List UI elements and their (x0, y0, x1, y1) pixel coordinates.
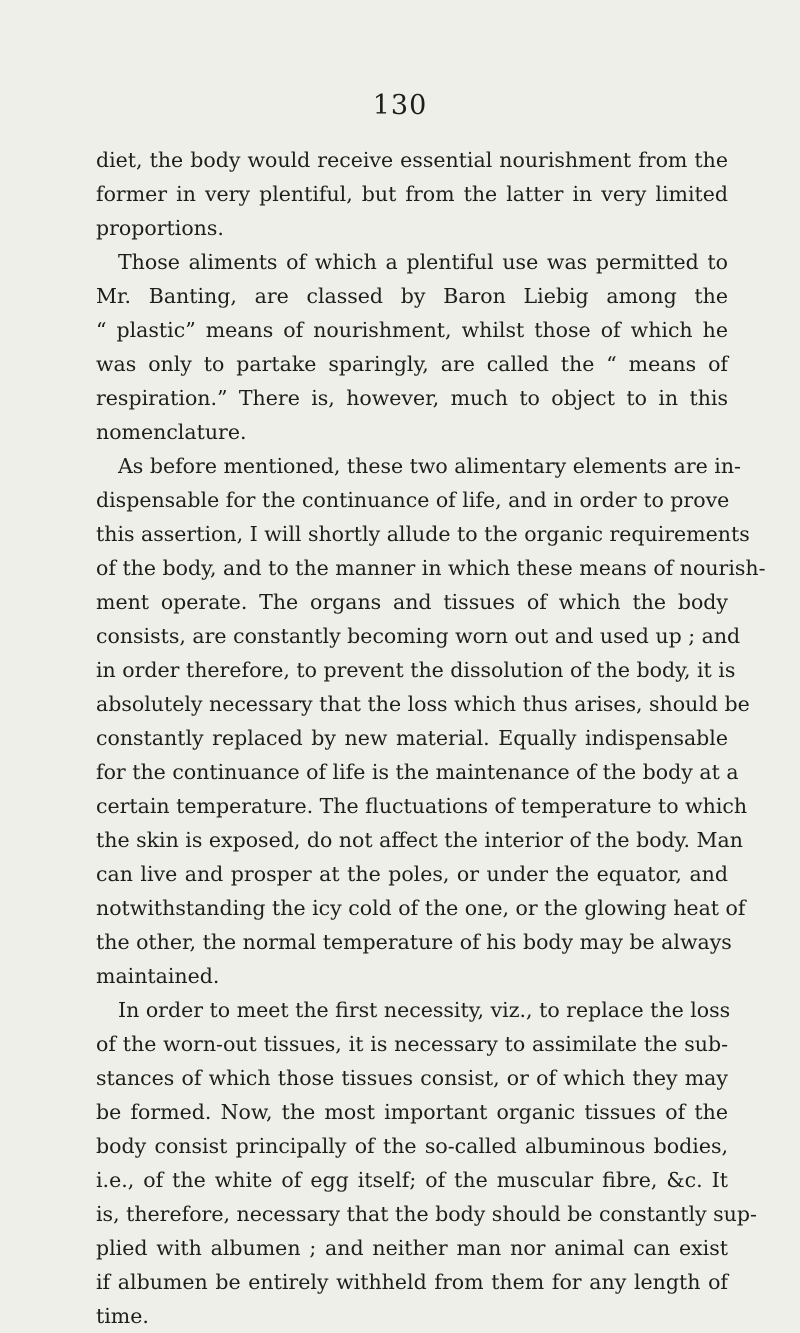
text-line: “ plastic” means of nourishment, whilst those of which he (96, 318, 728, 342)
text-line: the skin is exposed, do not affect the interior of the body. Man (96, 828, 743, 852)
text-line: this assertion, I will shortly allude to the organic requirements (96, 522, 750, 546)
text-line: diet, the body would receive essential nourishment from the (96, 148, 728, 172)
page-number: 130 (372, 90, 428, 121)
text-line: constantly replaced by new material. Equally indispensable (96, 726, 728, 750)
text-line: absolutely necessary that the loss which thus arises, should be (96, 692, 750, 716)
text-line: time. (96, 1304, 149, 1328)
text-line: was only to partake sparingly, are called the “ means of (96, 352, 728, 376)
text-line: certain temperature. The fluctuations of temperature to which (96, 794, 748, 818)
text-line: if albumen be entirely withheld from them for any length of (96, 1270, 728, 1294)
text-line: proportions. (96, 216, 224, 240)
text-line: ment operate. The organs and tissues of which the body (96, 590, 728, 614)
text-line: maintained. (96, 964, 220, 988)
text-line: former in very plentiful, but from the latter in very limited (96, 182, 728, 206)
text-line: consists, are constantly becoming worn out and used up ; and (96, 624, 741, 648)
text-line: plied with albumen ; and neither man nor animal can exist (96, 1236, 728, 1260)
text-line: i.e., of the white of egg itself; of the muscular fibre, &c. It (96, 1168, 728, 1192)
text-line: of the worn-out tissues, it is necessary to assimilate the sub- (96, 1032, 728, 1056)
text-line: dispensable for the continuance of life, and in order to prove (96, 488, 730, 512)
text-line: the other, the normal temperature of his body may be always (96, 930, 732, 954)
text-line: in order therefore, to prevent the dissolution of the body, it is (96, 658, 736, 682)
text-line: for the continuance of life is the maintenance of the body at a (96, 760, 739, 784)
text-line: is, therefore, necessary that the body should be constantly sup- (96, 1202, 757, 1226)
text-line: respiration.” There is, however, much to object to in this (96, 386, 728, 410)
text-line: notwithstanding the icy cold of the one, or the glowing heat of (96, 896, 746, 920)
text-line: can live and prosper at the poles, or under the equator, and (96, 862, 728, 886)
text-line: be formed. Now, the most important organic tissues of the (96, 1100, 728, 1124)
text-line: stances of which those tissues consist, or of which they may (96, 1066, 728, 1090)
text-line: Mr. Banting, are classed by Baron Liebig among the (96, 284, 728, 308)
text-line: of the body, and to the manner in which these means of nourish- (96, 556, 766, 580)
text-line: As before mentioned, these two alimentary elements are in- (118, 454, 741, 478)
text-line: nomenclature. (96, 420, 247, 444)
text-line: body consist principally of the so-called albuminous bodies, (96, 1134, 728, 1158)
text-line: In order to meet the first necessity, viz., to replace the loss (118, 998, 731, 1022)
body-text (96, 143, 766, 1333)
text-line: Those aliments of which a plentiful use was permitted to (118, 250, 728, 274)
